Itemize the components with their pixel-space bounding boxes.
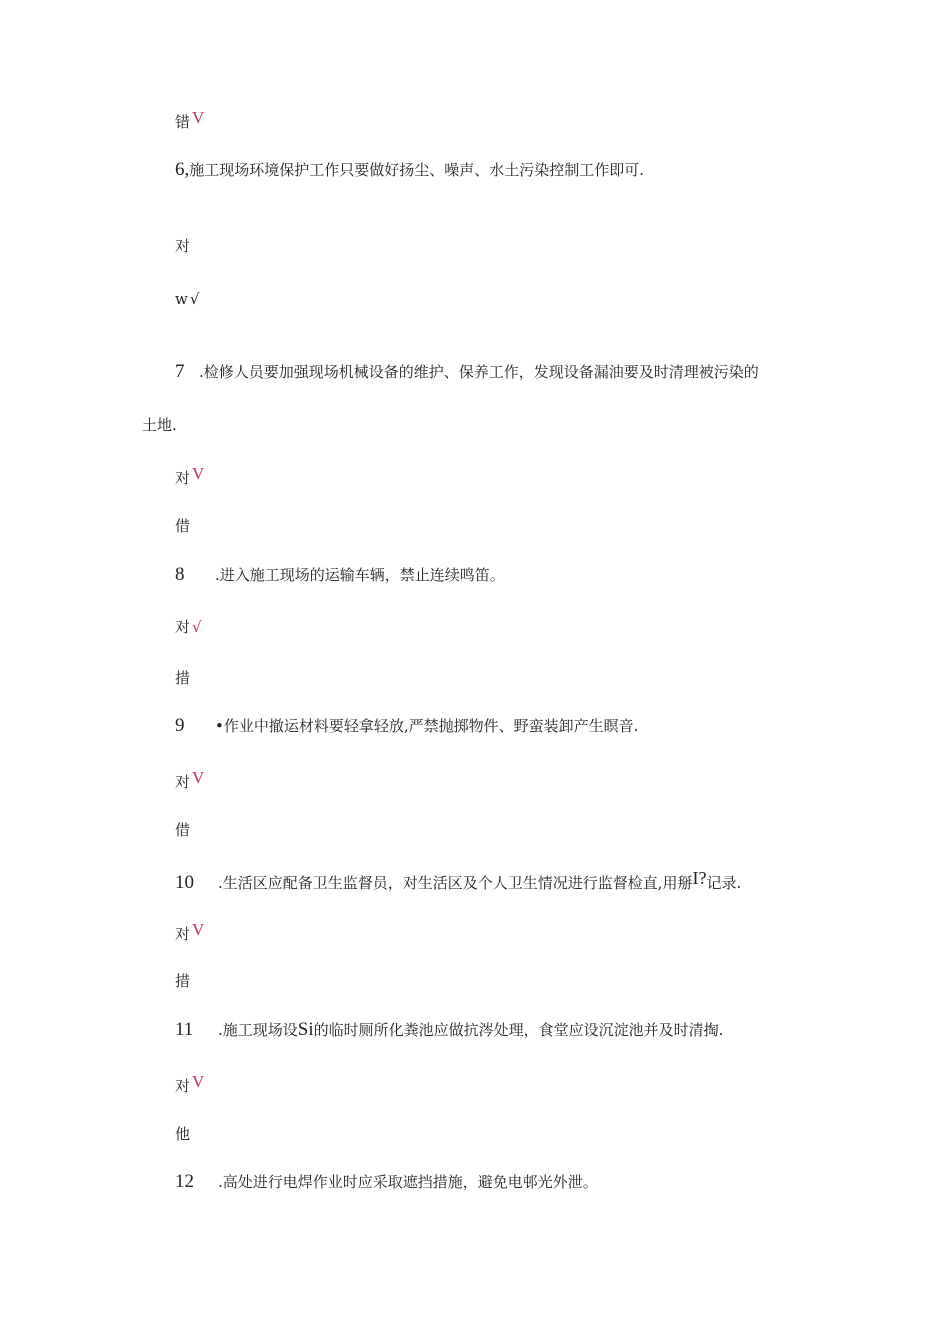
question-text: .生活区应配备卫生监督员，对生活区及个人卫生情况进行监督检直,用掰: [218, 874, 693, 892]
option-false: [175, 289, 199, 309]
option-false: [175, 820, 190, 840]
option-label: w: [175, 290, 188, 308]
question-number: 10: [175, 872, 194, 893]
option-label: 对: [175, 925, 191, 943]
answer-mark: V: [192, 464, 205, 483]
option-wrong: [175, 108, 204, 132]
option-true: [175, 768, 204, 792]
option-label: 借: [175, 821, 191, 839]
option-false: [175, 1124, 190, 1144]
question-text-glyph: I?: [692, 868, 707, 888]
question-number: 8: [175, 564, 185, 585]
question-text: .检修人员要加强现场机械设备的维护、保养工作，发现设备漏油要及时清理被污染的: [199, 363, 759, 381]
answer-mark: √: [189, 290, 200, 308]
question-8: [175, 565, 505, 585]
answer-mark: √: [192, 618, 202, 636]
question-text: 土地.: [142, 416, 177, 434]
option-true: [175, 617, 202, 637]
question-text: .施工现场设: [218, 1021, 298, 1039]
question-number: 11: [175, 1019, 194, 1040]
option-label: 他: [175, 1125, 191, 1143]
question-number: 9: [175, 715, 185, 736]
option-label: 对: [175, 773, 191, 791]
option-label: 借: [175, 517, 191, 535]
option-true: [175, 1072, 204, 1096]
question-text: 的临时厕所化粪池应做抗涔处理，食堂应设沉淀池并及时清掏.: [313, 1021, 724, 1039]
option-label: 对: [175, 237, 191, 255]
option-true: [175, 920, 204, 944]
question-12: [175, 1172, 598, 1192]
option-label: 措: [175, 972, 191, 990]
option-false: [175, 668, 190, 688]
option-label: 对: [175, 1077, 191, 1095]
answer-mark: V: [192, 108, 205, 127]
option-label: 对: [175, 469, 191, 487]
option-true: [175, 464, 204, 488]
question-number: 12: [175, 1171, 194, 1192]
question-text: .高处进行电焊作业时应采取遮挡措施，避免电邨光外泄。: [218, 1173, 598, 1191]
question-9: [175, 716, 638, 736]
question-7-continued: [142, 415, 177, 435]
option-false: [175, 971, 190, 991]
answer-mark: V: [192, 920, 205, 939]
question-7: [175, 362, 759, 382]
option-label: 措: [175, 669, 191, 687]
question-6: [175, 160, 644, 180]
question-text: •作业中撤运材料要轻拿轻放,严禁抛掷物件、野蛮装卸产生瞑音.: [215, 717, 639, 735]
question-11: [175, 1020, 723, 1040]
option-false: [175, 516, 190, 536]
option-label: 对: [175, 618, 191, 636]
question-text: 记录.: [706, 874, 742, 892]
option-true: [175, 236, 190, 256]
question-text-glyph: Si: [297, 1019, 314, 1040]
question-text: .进入施工现场的运输车辆，禁止连续鸣笛。: [215, 566, 505, 584]
question-text: 施工现场环境保护工作只要做好扬尘、噪声、水土污染控制工作即可.: [189, 161, 645, 179]
question-number: 7: [175, 361, 185, 382]
answer-mark: V: [192, 768, 205, 787]
question-10: [175, 868, 741, 893]
question-number: 6,: [175, 159, 190, 180]
option-label: 错: [175, 113, 191, 131]
answer-mark: V: [192, 1072, 205, 1091]
